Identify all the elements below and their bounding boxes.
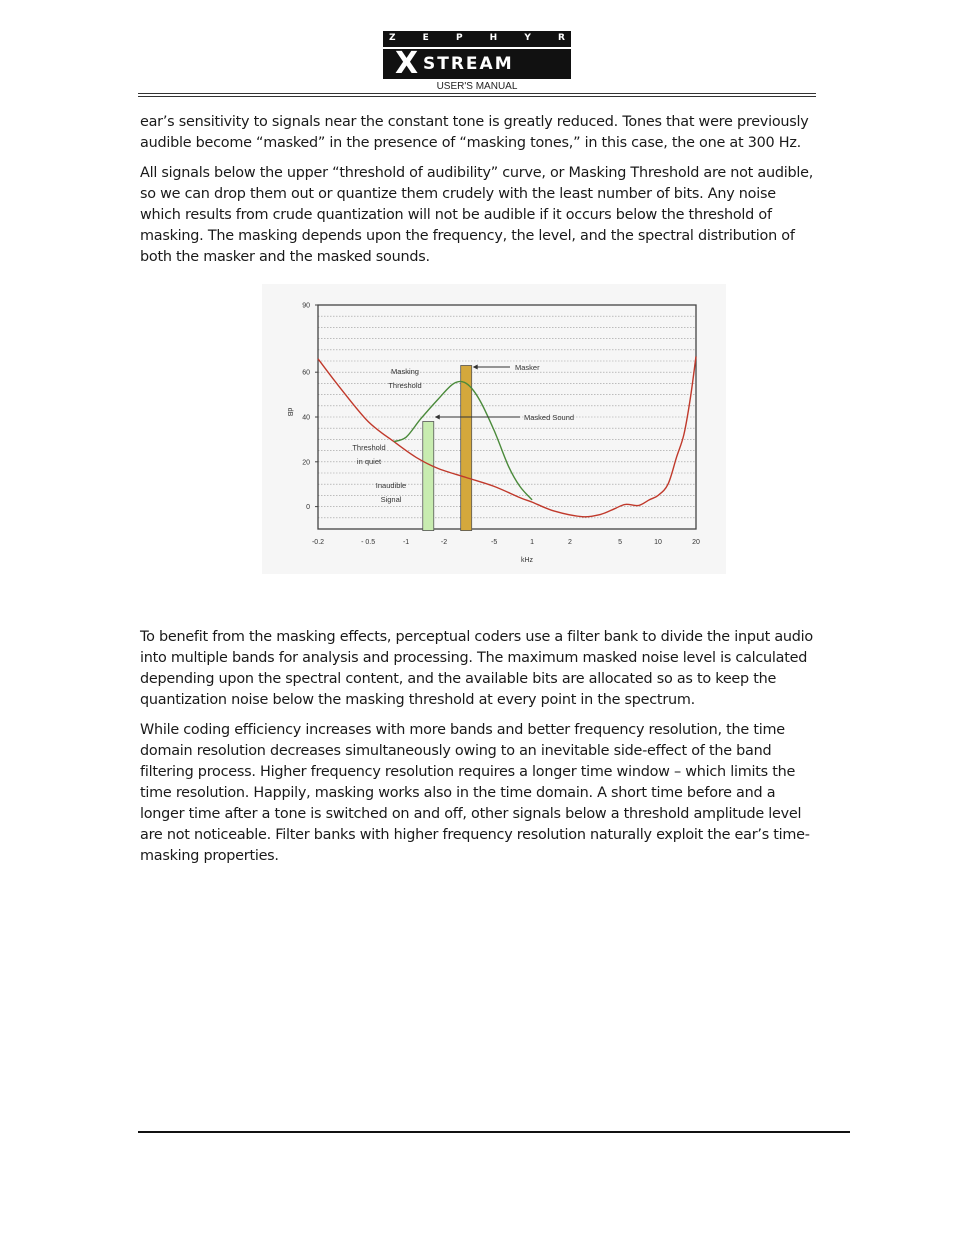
- y-tick-label: 40: [302, 414, 310, 422]
- annotation-label: Threshold: [388, 381, 422, 390]
- x-tick-label: 2: [568, 539, 572, 546]
- x-tick-label: -0.2: [311, 539, 325, 546]
- annotation-label: Threshold: [352, 443, 386, 452]
- logo-x: X: [395, 46, 419, 81]
- body-paragraph: To benefit from the masking effects, perceptual coders use a filter bank to divide the input audio into multiple bands for analysis and processing. The maximum masked noise level is calculated depending upon the spectral content, and the available bits are allocated so as to keep the quantization noise below the masking threshold at every point in the spectrum.: [140, 629, 813, 708]
- masking-figure: [258, 284, 728, 574]
- x-tick-label: - 0.5: [361, 539, 376, 546]
- body-paragraph: ear’s sensitivity to signals near the constant tone is greatly reduced. Tones that were previously audible become “masked” in the presence of “masking tones,” in this case, the one at 300 Hz.: [140, 114, 809, 151]
- y-tick-label: 60: [302, 369, 310, 377]
- logo-top-letters: [383, 31, 571, 46]
- x-tick-label: -2: [440, 539, 448, 546]
- logo-letter: E: [422, 33, 429, 43]
- x-tick-label: -5: [491, 539, 498, 546]
- header-rule: [138, 96, 816, 97]
- masking-chart: [258, 284, 728, 574]
- y-tick-label: 90: [302, 302, 310, 310]
- masker-bar: [461, 365, 472, 530]
- y-tick-label: 0: [306, 504, 310, 512]
- logo-letter: Y: [524, 33, 531, 43]
- annotation-label: Signal: [380, 495, 402, 504]
- logo-letter: P: [455, 33, 463, 43]
- y-tick-label: 20: [302, 459, 310, 467]
- logo-letter: R: [558, 33, 565, 43]
- x-axis-label: kHz: [520, 557, 534, 564]
- annotation-label: Masking: [391, 367, 419, 376]
- logo: [383, 31, 571, 79]
- logo-letter: Z: [389, 33, 396, 43]
- manual-subtitle: USER'S MANUAL: [436, 81, 518, 92]
- x-tick-label: 5: [618, 539, 623, 546]
- masked-sound-bar: [423, 421, 434, 530]
- x-tick-label: 1: [530, 539, 535, 546]
- x-tick-label: -1: [402, 539, 410, 546]
- logo-word: STREAM: [423, 54, 514, 74]
- footer-rule: [138, 1131, 850, 1133]
- header-rule: [138, 93, 816, 94]
- annotation-label: Inaudible: [375, 481, 407, 490]
- annotation-label: in quiet: [356, 457, 382, 466]
- body-paragraph: All signals below the upper “threshold of audibility” curve, or Masking Threshold are not audible, so we can drop them out or quantize them crudely with the least number of bits. Any noise which results from crude quantization will not be audible if it occurs below the threshold of masking. The masking depends upon the frequency, the level, and the spectral distribution of both the masker and the masked sounds.: [140, 165, 814, 265]
- annotation-label: Masked Sound: [524, 413, 575, 422]
- body-paragraph: While coding efficiency increases with more bands and better frequency resolution, the time domain resolution decreases simultaneously owing to an inevitable side-effect of the band filtering process. Higher frequency resolution requires a longer time window – which limits the time resolution. Happily, masking works also in the time domain. A short time before and a longer time after a tone is switched on and off, other signals below a threshold amplitude level are not noticeable. Filter banks with higher frequency resolution naturally exploit the ear’s time-masking properties.: [140, 722, 810, 864]
- x-tick-label: 10: [654, 539, 662, 546]
- x-tick-label: 20: [692, 539, 700, 546]
- y-axis-label: dB: [286, 407, 293, 417]
- annotation-label: Masker: [515, 363, 540, 372]
- logo-letter: H: [489, 33, 498, 43]
